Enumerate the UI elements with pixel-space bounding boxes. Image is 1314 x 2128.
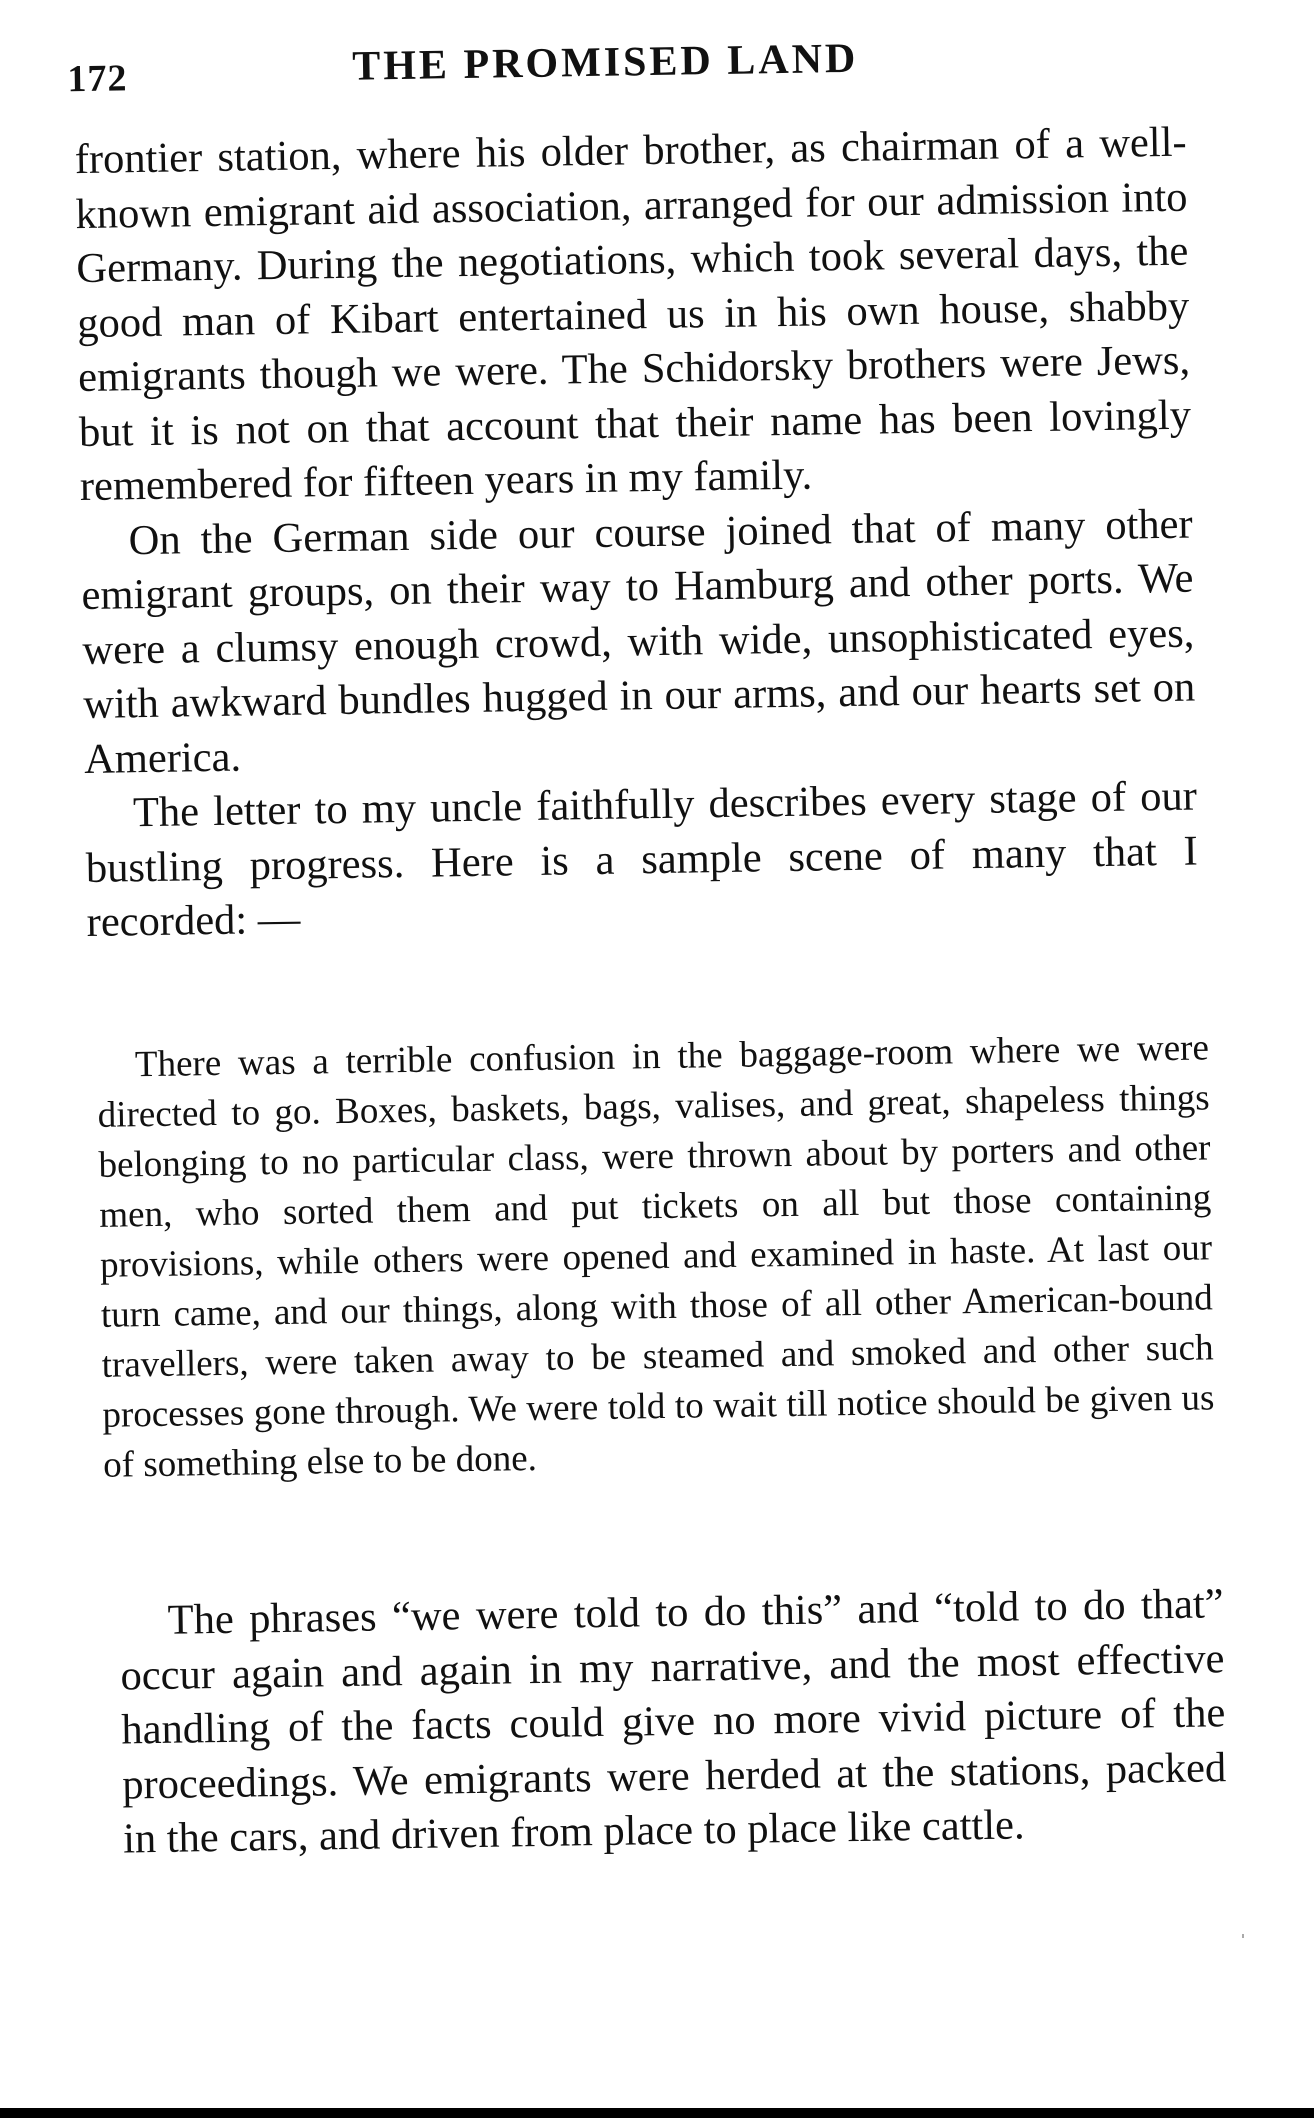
running-title: THE PROMISED LAND	[351, 35, 859, 90]
quoted-letter-excerpt: There was a terrible confusion in the baggage-room where we were directed to go. Boxes, baskets, bags, valises, and great, shapeless things belonging to no particular class, were thrown about by porters and other men, who sorted them and put tickets on all but those containing provisions, while others were opened and examined in haste. At last our turn came, and our things, along with those of all other American-bound travellers, were taken away to be steamed and smoked and other such processes gone through. We were told to wait till notice should be given us of something else to be done.	[97, 1027, 1215, 1486]
paragraph-letter-intro: The letter to my uncle faithfully describes every stage of our bustling progress. Here is a sample scene of many that I recorded: —	[85, 772, 1199, 946]
page-number: 172	[67, 57, 128, 101]
scan-bottom-edge	[0, 2108, 1314, 2118]
paragraph-german-side: On the German side our course joined that of many other emigrant groups, on their way to Hamburg and other ports. We were a clumsy enough crowd, with wide, unsophisticated eyes, with awkward bundles hugged in our arms, and our hearts set on America.	[81, 500, 1196, 783]
main-text-block	[74, 116, 1199, 951]
paragraph-closing: The phrases “we were told to do this” and “told to do that” occur again and again in my narrative, and the most effective handling of the facts could give no more vivid picture of the proceedings. We emigrants were herded at the stations, packed in the cars, and driven from place to place like cattle.	[120, 1580, 1227, 1863]
block-quote	[97, 1023, 1216, 1490]
closing-text-block	[119, 1577, 1227, 1867]
page-header	[67, 29, 1200, 107]
paragraph-continuation: frontier station, where his older brother, as chairman of a well-known emigrant aid association, arranged for our admission into Germany. During the negotiations, which took several days, the good man of Kibart entertained us in his own house, shabby emigrants though we were. The Schidorsky brothers were Jews, but it is not on that account that their name has been lovingly remembered for fifteen years in my family.	[74, 118, 1192, 511]
scan-speck	[1242, 1934, 1244, 1938]
